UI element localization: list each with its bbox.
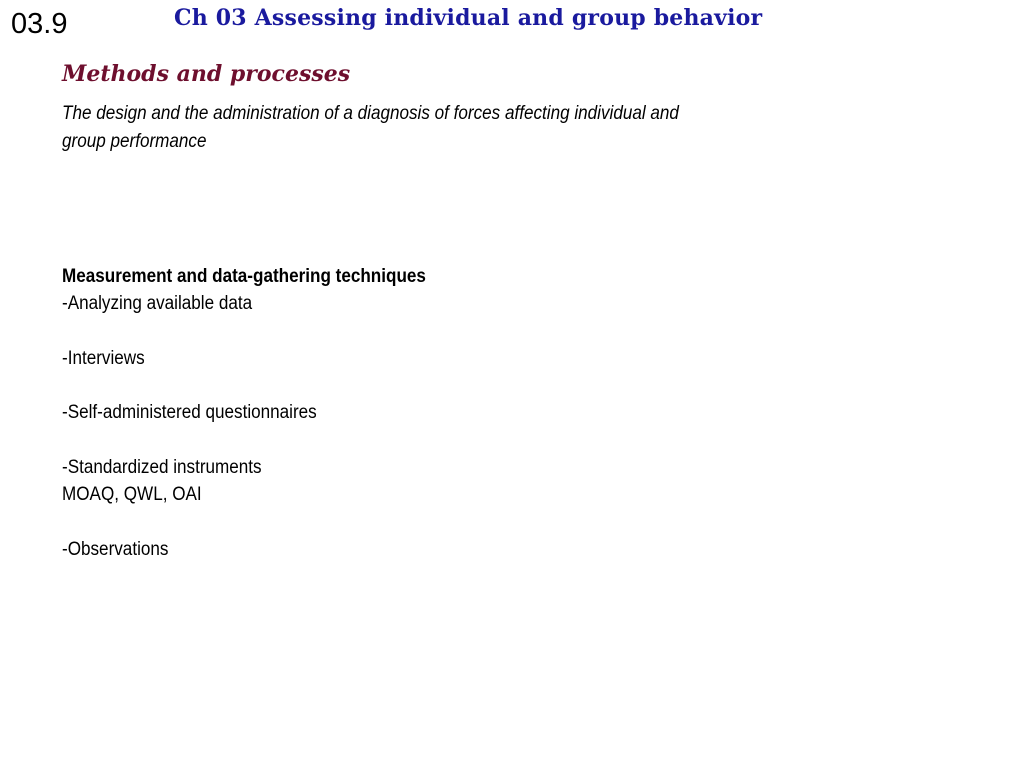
technique-item-questionnaires: -Self-administered questionnaires bbox=[62, 402, 317, 424]
section-heading: Methods and processes bbox=[62, 61, 351, 87]
spacer bbox=[62, 509, 692, 536]
spacer bbox=[62, 372, 692, 399]
technique-item-observations: -Observations bbox=[62, 538, 169, 560]
techniques-list bbox=[62, 263, 692, 563]
chapter-title: Ch 03 Assessing individual and group behavior bbox=[174, 5, 763, 31]
slide-number: 03.9 bbox=[11, 8, 68, 40]
instrument-examples: MOAQ, QWL, OAI bbox=[62, 484, 202, 506]
technique-item-standardized-instruments: -Standardized instruments bbox=[62, 457, 262, 479]
technique-item-interviews: -Interviews bbox=[62, 347, 145, 369]
spacer bbox=[62, 427, 692, 454]
spacer bbox=[62, 318, 692, 345]
technique-item-available-data: -Analyzing available data bbox=[62, 293, 253, 315]
section-description: The design and the administration of a diagnosis of forces affecting individual and group performance bbox=[62, 103, 679, 152]
techniques-heading: Measurement and data-gathering techniques bbox=[62, 266, 426, 287]
